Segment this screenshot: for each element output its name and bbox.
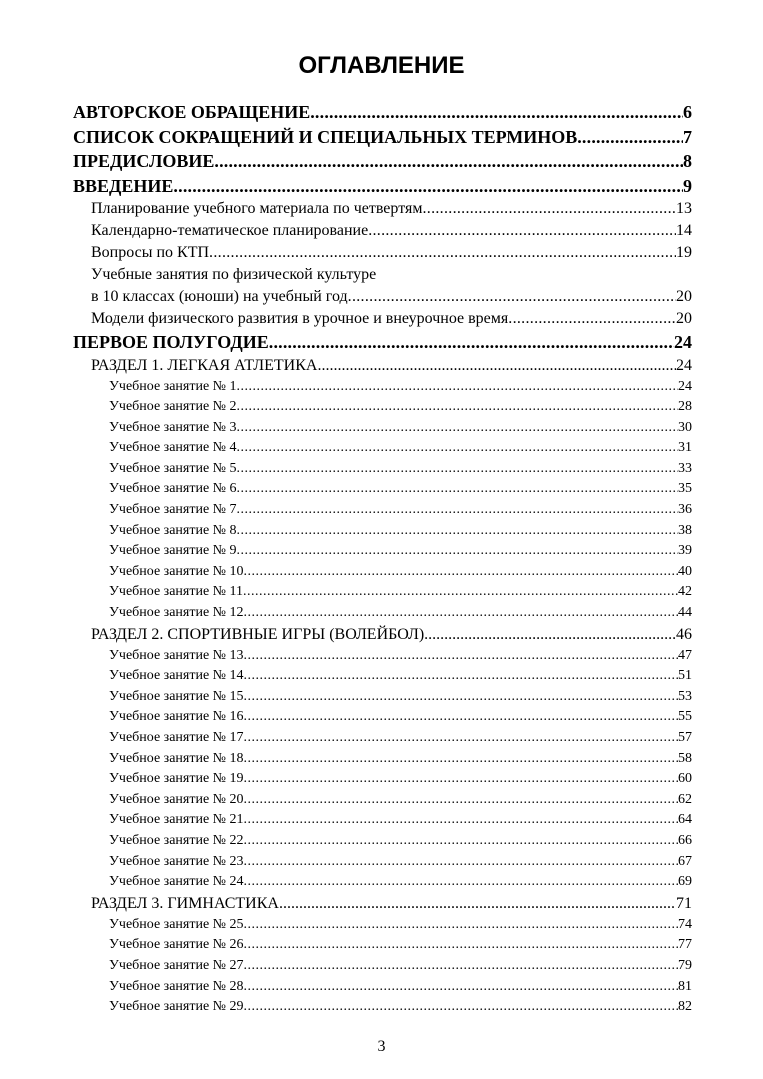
toc-entry-page: 9	[683, 175, 692, 196]
toc-entry-label: Учебное занятие № 24	[109, 874, 244, 890]
toc-entry-label: Учебное занятие № 14	[109, 668, 244, 684]
toc-entry-label: Учебное занятие № 19	[109, 771, 244, 787]
toc-lesson-entry[interactable]	[73, 956, 692, 977]
leader-dots	[244, 915, 678, 936]
toc-entry-label: Учебное занятие № 23	[109, 853, 244, 869]
toc-entry-page: 33	[678, 460, 692, 476]
toc-entry-label: Учебное занятие № 12	[109, 605, 244, 621]
toc-entry-page: 24	[674, 332, 692, 352]
toc-entry-label: Учебное занятие № 26	[109, 937, 244, 953]
toc-entry-page: 39	[678, 543, 692, 559]
toc-lesson-entry[interactable]	[73, 603, 692, 624]
leader-dots	[209, 242, 676, 264]
leader-dots	[577, 125, 683, 150]
toc-entry-page: 66	[678, 832, 692, 848]
leader-dots	[317, 355, 676, 377]
leader-dots	[237, 397, 678, 418]
toc-entry-label: РАЗДЕЛ 2. СПОРТИВНЫЕ ИГРЫ (ВОЛЕЙБОЛ)	[91, 625, 425, 643]
toc-entry-label: Учебное занятие № 13	[109, 647, 244, 663]
leader-dots	[508, 308, 676, 330]
toc-entry-page: 24	[676, 356, 692, 374]
toc-lesson-entry[interactable]	[73, 521, 692, 542]
toc-entry-page: 77	[678, 937, 692, 953]
leader-dots	[368, 220, 676, 242]
leader-dots	[244, 749, 678, 770]
leader-dots	[237, 541, 678, 562]
toc-entry[interactable]	[73, 125, 692, 150]
toc-lesson-entry[interactable]	[73, 666, 692, 687]
toc-entry-label: Учебное занятие № 3	[109, 419, 237, 435]
toc-entry-page: 69	[678, 874, 692, 890]
toc-entry[interactable]	[73, 286, 692, 308]
toc-entry-page: 79	[678, 957, 692, 973]
toc-entry-page: 71	[676, 894, 692, 912]
leader-dots	[244, 810, 678, 831]
toc-entry-label: Учебное занятие № 15	[109, 688, 244, 704]
leader-dots	[237, 521, 678, 542]
toc-lesson-entry[interactable]	[73, 935, 692, 956]
toc-entry-page: 20	[676, 288, 692, 305]
toc-entry-label: Учебное занятие № 11	[109, 584, 244, 600]
leader-dots	[244, 666, 678, 687]
toc-lesson-entry[interactable]	[73, 479, 692, 500]
toc-entry-half[interactable]	[73, 330, 692, 355]
leader-dots	[244, 790, 678, 811]
toc-lesson-entry[interactable]	[73, 459, 692, 480]
toc-entry-label: Учебное занятие № 10	[109, 563, 244, 579]
toc-section-entry[interactable]	[73, 624, 692, 646]
toc-entry-page: 36	[678, 502, 692, 518]
page-title: ОГЛАВЛЕНИЕ	[298, 52, 465, 79]
toc-entry-page: 64	[678, 812, 692, 828]
toc-entry-page: 24	[678, 378, 692, 394]
leader-dots	[424, 624, 676, 646]
toc-entry-page: 31	[678, 440, 692, 456]
toc-entry-page: 57	[678, 730, 692, 745]
toc-entry-label: Учебное занятие № 2	[109, 399, 237, 415]
toc-entry-label: Учебное занятие № 18	[109, 750, 244, 766]
toc-entry[interactable]	[73, 198, 692, 220]
leader-dots	[244, 562, 678, 583]
leader-dots	[244, 728, 678, 749]
toc-lesson-entry[interactable]	[73, 790, 692, 811]
toc-entry-page: 67	[678, 853, 692, 869]
leader-dots	[237, 500, 678, 521]
toc-entry-label: Учебное занятие № 1	[109, 378, 237, 394]
toc-entry-label: ВВЕДЕНИЕ	[73, 175, 174, 196]
toc-entry-label: Учебное занятие № 9	[109, 543, 237, 559]
toc-entry-label: Учебное занятие № 5	[109, 460, 237, 476]
toc-entry-page: 19	[676, 244, 692, 261]
toc-lesson-entry[interactable]	[73, 872, 692, 893]
toc-entry-page: 30	[678, 419, 692, 435]
toc-lesson-entry[interactable]	[73, 438, 692, 459]
leader-dots	[244, 872, 678, 893]
toc-lesson-entry[interactable]	[73, 582, 692, 603]
toc-entry-page: 82	[678, 999, 692, 1015]
toc-lesson-entry[interactable]	[73, 646, 692, 667]
toc-entry-label: Учебное занятие № 22	[109, 832, 244, 848]
toc-entry-page: 51	[678, 668, 692, 684]
toc-entry-page: 35	[678, 481, 692, 497]
toc-entry-label: ПРЕДИСЛОВИЕ	[73, 151, 215, 171]
toc-entry-label: Учебное занятие № 16	[109, 709, 244, 725]
toc-entry-page: 13	[676, 200, 692, 217]
toc-lesson-entry[interactable]	[73, 749, 692, 770]
leader-dots	[244, 831, 678, 852]
leader-dots	[244, 997, 678, 1018]
toc-lesson-entry[interactable]	[73, 997, 692, 1018]
toc-entry-page: 53	[678, 688, 692, 704]
leader-dots	[237, 377, 678, 398]
toc-lesson-entry[interactable]	[73, 769, 692, 790]
toc-entry-page: 28	[678, 399, 692, 415]
leader-dots	[422, 198, 676, 220]
toc-entry-label: в 10 классах (юноши) на учебный год	[91, 288, 348, 305]
toc-entry[interactable]	[73, 220, 692, 242]
sections-list	[73, 355, 692, 1018]
toc-entry-page: 60	[678, 771, 692, 787]
leader-dots	[237, 479, 678, 500]
leader-dots	[244, 977, 678, 998]
toc-entry-label: Учебное занятие № 29	[109, 999, 244, 1015]
toc-entry-page: 14	[676, 222, 692, 239]
leader-dots	[310, 100, 683, 125]
toc-entry-label: Календарно-тематическое планирование	[91, 222, 369, 239]
leader-dots	[279, 893, 676, 915]
toc-lesson-entry[interactable]	[73, 562, 692, 583]
leader-dots	[237, 438, 678, 459]
toc-entry-label: Планирование учебного материала по четвертям	[91, 200, 423, 217]
toc-lesson-entry[interactable]	[73, 500, 692, 521]
toc-entry-label: Учебное занятие № 20	[109, 791, 244, 807]
leader-dots	[237, 459, 678, 480]
toc-entry-page: 20	[676, 310, 692, 327]
toc-lesson-entry[interactable]	[73, 418, 692, 439]
toc-section-entry[interactable]	[73, 893, 692, 915]
toc-entry-page: 38	[678, 522, 692, 538]
toc-entry-wrapped-first-line[interactable]: Учебные занятия по физической культуре	[91, 266, 377, 283]
leader-dots	[244, 769, 678, 790]
toc-lesson-entry[interactable]	[73, 810, 692, 831]
toc-entry[interactable]	[73, 242, 692, 264]
toc-lesson-entry[interactable]	[73, 831, 692, 852]
toc-lesson-entry[interactable]	[73, 377, 692, 398]
toc-entry-page: 42	[678, 584, 692, 600]
toc-entry[interactable]	[73, 174, 692, 199]
toc-entry-page: 46	[676, 625, 692, 643]
toc-entry-label: АВТОРСКОЕ ОБРАЩЕНИЕ	[73, 102, 311, 122]
toc-lesson-entry[interactable]	[73, 977, 692, 998]
leader-dots	[269, 330, 674, 355]
toc-entry-label: Модели физического развития в урочное и внеурочное время	[91, 310, 509, 327]
leader-dots	[244, 935, 678, 956]
toc-entry-label: Учебное занятие № 27	[109, 957, 244, 973]
toc-entry[interactable]	[73, 149, 692, 174]
toc-entry-label: Учебное занятие № 25	[109, 916, 244, 932]
leader-dots	[173, 174, 683, 199]
toc-entry-page: 6	[683, 102, 692, 122]
leader-dots	[214, 149, 683, 174]
leader-dots	[244, 603, 678, 624]
leader-dots	[244, 852, 678, 873]
leader-dots	[244, 687, 678, 708]
toc-entry-page: 55	[678, 709, 692, 725]
toc-lesson-entry[interactable]	[73, 707, 692, 728]
toc-entry-page: 7	[683, 126, 692, 147]
toc-entry-label: ПЕРВОЕ ПОЛУГОДИЕ	[73, 332, 269, 352]
toc-entry-page: 62	[678, 791, 692, 807]
toc-section-entry[interactable]	[73, 355, 692, 377]
leader-dots	[348, 286, 676, 308]
toc-entry[interactable]	[73, 100, 692, 125]
toc-entry-label: СПИСОК СОКРАЩЕНИЙ И СПЕЦИАЛЬНЫХ ТЕРМИНОВ	[73, 126, 578, 147]
toc-lesson-entry[interactable]	[73, 728, 692, 749]
toc-entry-page: 8	[683, 151, 692, 171]
page-number: 3	[377, 1038, 386, 1055]
toc-entry-label: Учебное занятие № 4	[109, 440, 237, 456]
leader-dots	[243, 582, 678, 603]
toc-entry-label: РАЗДЕЛ 3. ГИМНАСТИКА	[91, 894, 279, 912]
leader-dots	[244, 956, 678, 977]
toc-entry-label: Учебное занятие № 7	[109, 502, 237, 518]
toc-entry-label: Учебное занятие № 17	[109, 730, 244, 745]
toc-entry-page: 40	[678, 563, 692, 579]
toc-lesson-entry[interactable]	[73, 687, 692, 708]
table-of-contents	[73, 100, 692, 1018]
toc-entry-page: 47	[678, 647, 692, 663]
toc-entry[interactable]	[73, 308, 692, 330]
toc-lesson-entry[interactable]	[73, 915, 692, 936]
toc-entry-label: Вопросы по КТП	[91, 244, 210, 261]
toc-entry-label: Учебное занятие № 21	[109, 812, 244, 828]
leader-dots	[244, 646, 678, 667]
toc-entry-page: 44	[678, 605, 692, 621]
toc-entry-label: Учебное занятие № 28	[109, 978, 244, 994]
toc-entry-page: 81	[678, 978, 692, 994]
toc-entry-label: РАЗДЕЛ 1. ЛЕГКАЯ АТЛЕТИКА	[91, 356, 318, 374]
toc-entry-page: 74	[678, 916, 692, 932]
leader-dots	[237, 418, 678, 439]
toc-lesson-entry[interactable]	[73, 397, 692, 418]
toc-entry-page: 58	[678, 750, 692, 766]
toc-lesson-entry[interactable]	[73, 852, 692, 873]
toc-entry-label: Учебное занятие № 8	[109, 522, 237, 538]
leader-dots	[244, 707, 678, 728]
toc-lesson-entry[interactable]	[73, 541, 692, 562]
toc-entry-label: Учебное занятие № 6	[109, 481, 237, 497]
